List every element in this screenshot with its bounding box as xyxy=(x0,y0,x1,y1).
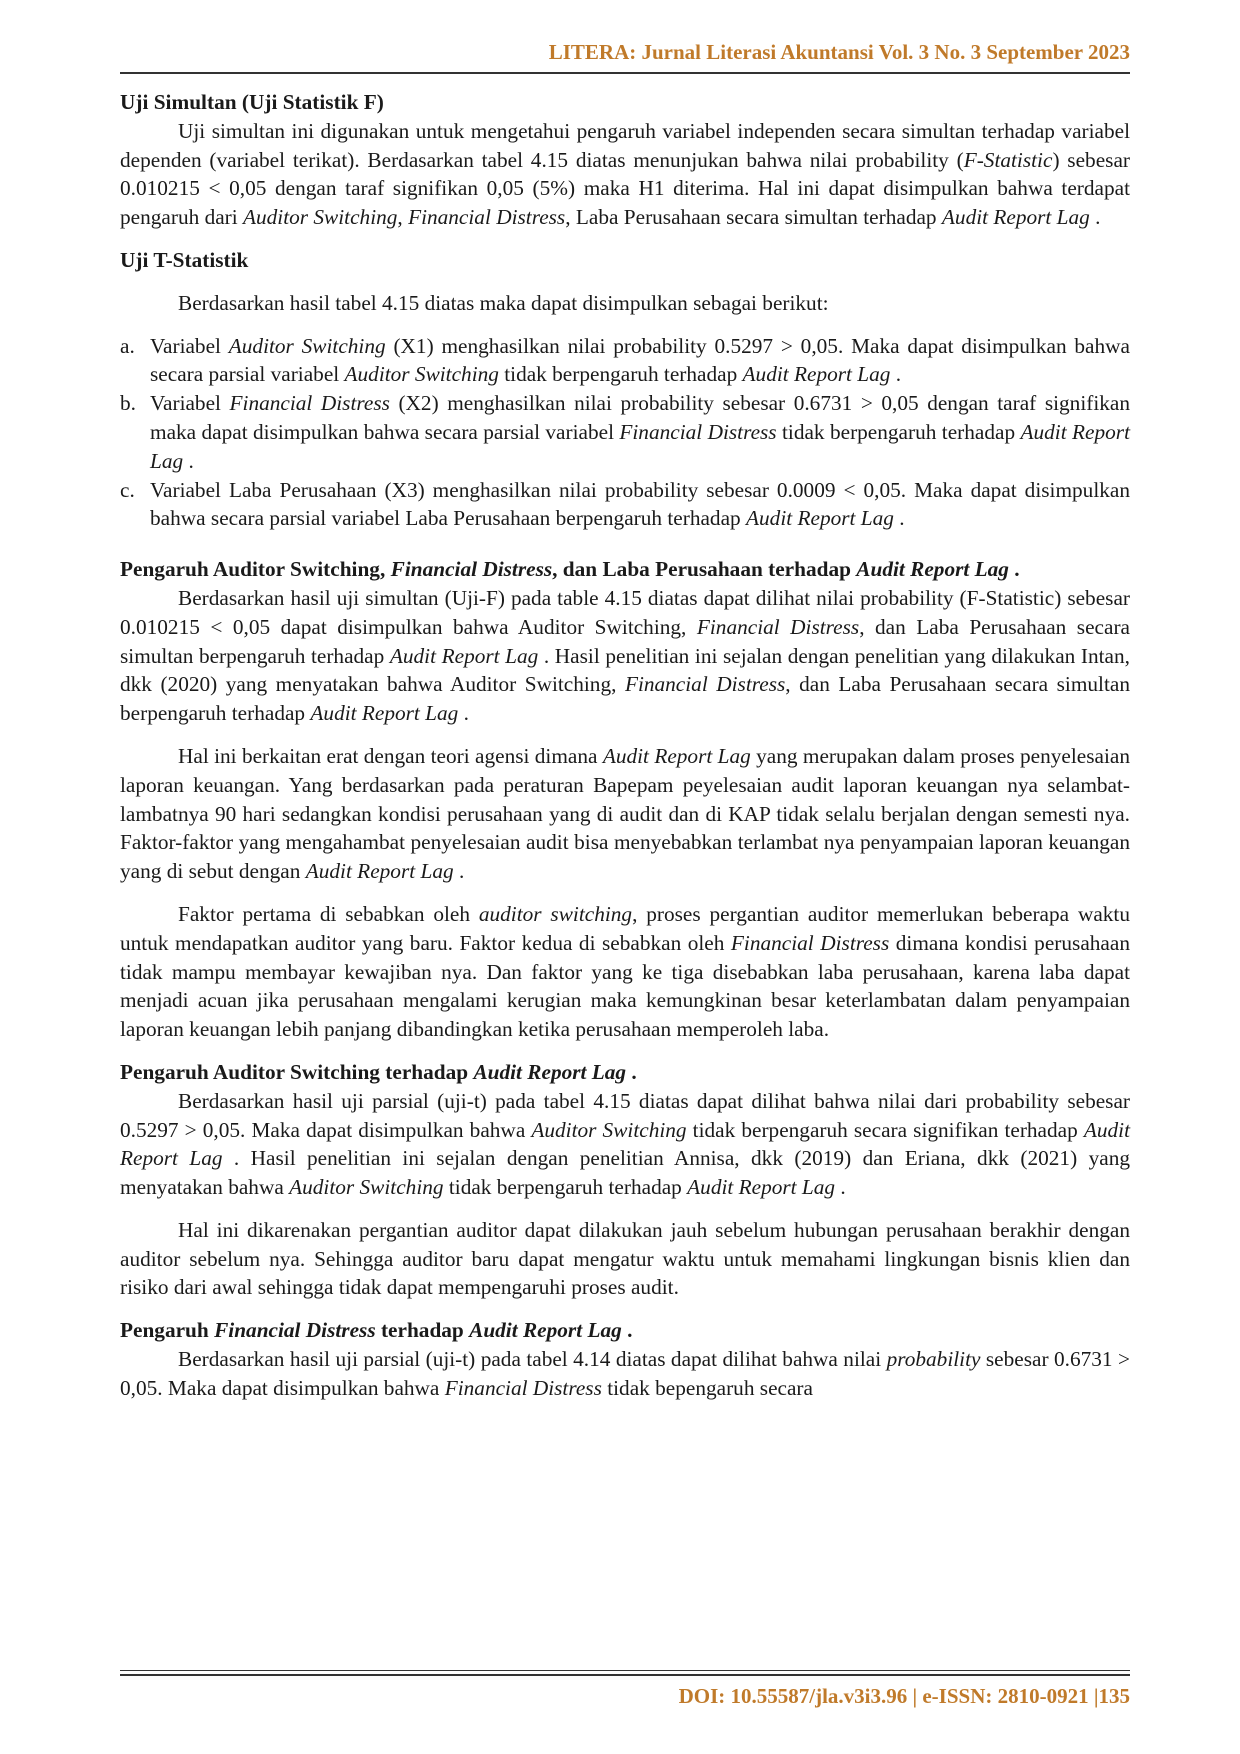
heading-pengaruh-financial-distress: Pengaruh Financial Distress terhadap Audit Report Lag . xyxy=(120,1318,633,1343)
list-item: a. Variabel Auditor Switching (X1) menghasilkan nilai probability 0.5297 > 0,05. Maka dapat disimpulkan bahwa secara parsial variabel Auditor Switching tidak berpengaruh terhadap Audit Report Lag . xyxy=(120,333,1130,387)
doi-text: DOI: 10.55587/jla.v3i3.96 | e-ISSN: 2810-0921 | xyxy=(678,1684,1099,1708)
paragraph: Berdasarkan hasil uji parsial (uji-t) pada tabel 4.15 diatas dapat dilihat bahwa nilai dari probability sebesar 0.5297 > 0,05. Maka dapat disimpulkan bahwa Auditor Switching tidak berpengaruh secara signifikan terhadap Audit Report Lag . Hasil penelitian ini sejalan dengan penelitian Annisa, dkk (2019) dan Eriana, dkk (2021) yang menyatakan bahwa Auditor Switching tidak berpengaruh terhadap Audit Report Lag . xyxy=(120,1088,1131,1200)
heading-pengaruh-auditor-switching: Pengaruh Auditor Switching terhadap Audit Report Lag . xyxy=(120,1059,637,1084)
journal-header: LITERA: Jurnal Literasi Akuntansi Vol. 3 No. 3 September 2023 xyxy=(548,40,1130,64)
heading-pengaruh-simultan: Pengaruh Auditor Switching, Financial Distress, dan Laba Perusahaan terhadap Audit Report Lag . xyxy=(120,557,1020,582)
page-number: 135 xyxy=(1098,1684,1130,1708)
paragraph: Berdasarkan hasil tabel 4.15 diatas maka dapat disimpulkan sebagai berikut: xyxy=(178,290,829,315)
paragraph: Berdasarkan hasil uji parsial (uji-t) pada tabel 4.14 diatas dapat dilihat bahwa nilai probability sebesar 0.6731 > 0,05. Maka dapat disimpulkan bahwa Financial Distress tidak bepengaruh secara xyxy=(120,1347,1130,1400)
heading-uji-simultan: Uji Simultan (Uji Statistik F) xyxy=(120,90,384,114)
page-content xyxy=(120,88,1130,1403)
paragraph: Faktor pertama di sebabkan oleh auditor switching, proses pergantian auditor memerlukan beberapa waktu untuk mendapatkan auditor yang baru. Faktor kedua di sebabkan oleh Financial Distress dimana kondisi perusahaan tidak mampu membayar kewajiban nya. Dan faktor yang ke tiga disebabkan laba perusahaan, karena laba dapat menjadi acuan jika perusahaan mengalami kerugian maka kemungkinan besar keterlambatan dalam penyampaian laporan keuangan lebih panjang dibandingkan ketika perusahaan memperoleh laba. xyxy=(120,901,1130,1042)
paragraph: Hal ini dikarenakan pergantian auditor dapat dilakukan jauh sebelum hubungan perusahaan berakhir dengan auditor sebelum nya. Sehingga auditor baru dapat mengatur waktu untuk memahami lingkungan bisnis klien dan risiko dari awal sehingga tidak dapat mempengaruhi proses audit. xyxy=(120,1217,1130,1300)
paragraph: Uji simultan ini digunakan untuk mengetahui pengaruh variabel independen secara simultan terhadap variabel dependen (variabel terikat). Berdasarkan tabel 4.15 diatas menunjukan bahwa nilai probability (F-Statistic) sebesar 0.010215 < 0,05 dengan taraf signifikan 0,05 (5%) maka H1 diterima. Hal ini dapat disimpulkan bahwa terdapat pengaruh dari Auditor Switching, Financial Distress, Laba Perusahaan secara simultan terhadap Audit Report Lag . xyxy=(120,118,1130,230)
footer-rule xyxy=(120,1670,1130,1671)
header-rule xyxy=(120,72,1130,74)
result-list xyxy=(120,332,1130,534)
paragraph: Berdasarkan hasil uji simultan (Uji-F) pada table 4.15 diatas dapat dilihat nilai probability (F-Statistic) sebesar 0.010215 < 0,05 dapat disimpulkan bahwa Auditor Switching, Financial Distress, dan Laba Perusahaan secara simultan berpengaruh terhadap Audit Report Lag . Hasil penelitian ini sejalan dengan penelitian yang dilakukan Intan, dkk (2020) yang menyatakan bahwa Auditor Switching, Financial Distress, dan Laba Perusahaan secara simultan berpengaruh terhadap Audit Report Lag . xyxy=(120,585,1130,726)
list-item: b. Variabel Financial Distress (X2) menghasilkan nilai probability sebesar 0.6731 > 0,05 dengan taraf signifikan maka dapat disimpulkan bahwa secara parsial variabel Financial Distress tidak berpengaruh terhadap Audit Report Lag . xyxy=(120,391,1130,473)
list-item: c. Variabel Laba Perusahaan (X3) menghasilkan nilai probability sebesar 0.0009 < 0,05. Maka dapat disimpulkan bahwa secara parsial variabel Laba Perusahaan berpengaruh terhadap Audit Report Lag . xyxy=(120,477,1130,531)
footer-rule xyxy=(120,1674,1130,1676)
page-footer xyxy=(120,1684,1130,1709)
heading-uji-t: Uji T-Statistik xyxy=(120,247,249,272)
paragraph: Hal ini berkaitan erat dengan teori agensi dimana Audit Report Lag yang merupakan dalam proses penyelesaian laporan keuangan. Yang berdasarkan pada peraturan Bapepam peyelesaian audit laporan keuangan nya selambat-lambatnya 90 hari sedangkan kondisi perusahaan yang di audit dan di KAP tidak selalu berjalan dengan semesti nya. Faktor-faktor yang mengahambat penyelesaian audit bisa menyebabkan terlambat nya penyampaian laporan keuangan yang di sebut dengan Audit Report Lag . xyxy=(120,743,1130,884)
